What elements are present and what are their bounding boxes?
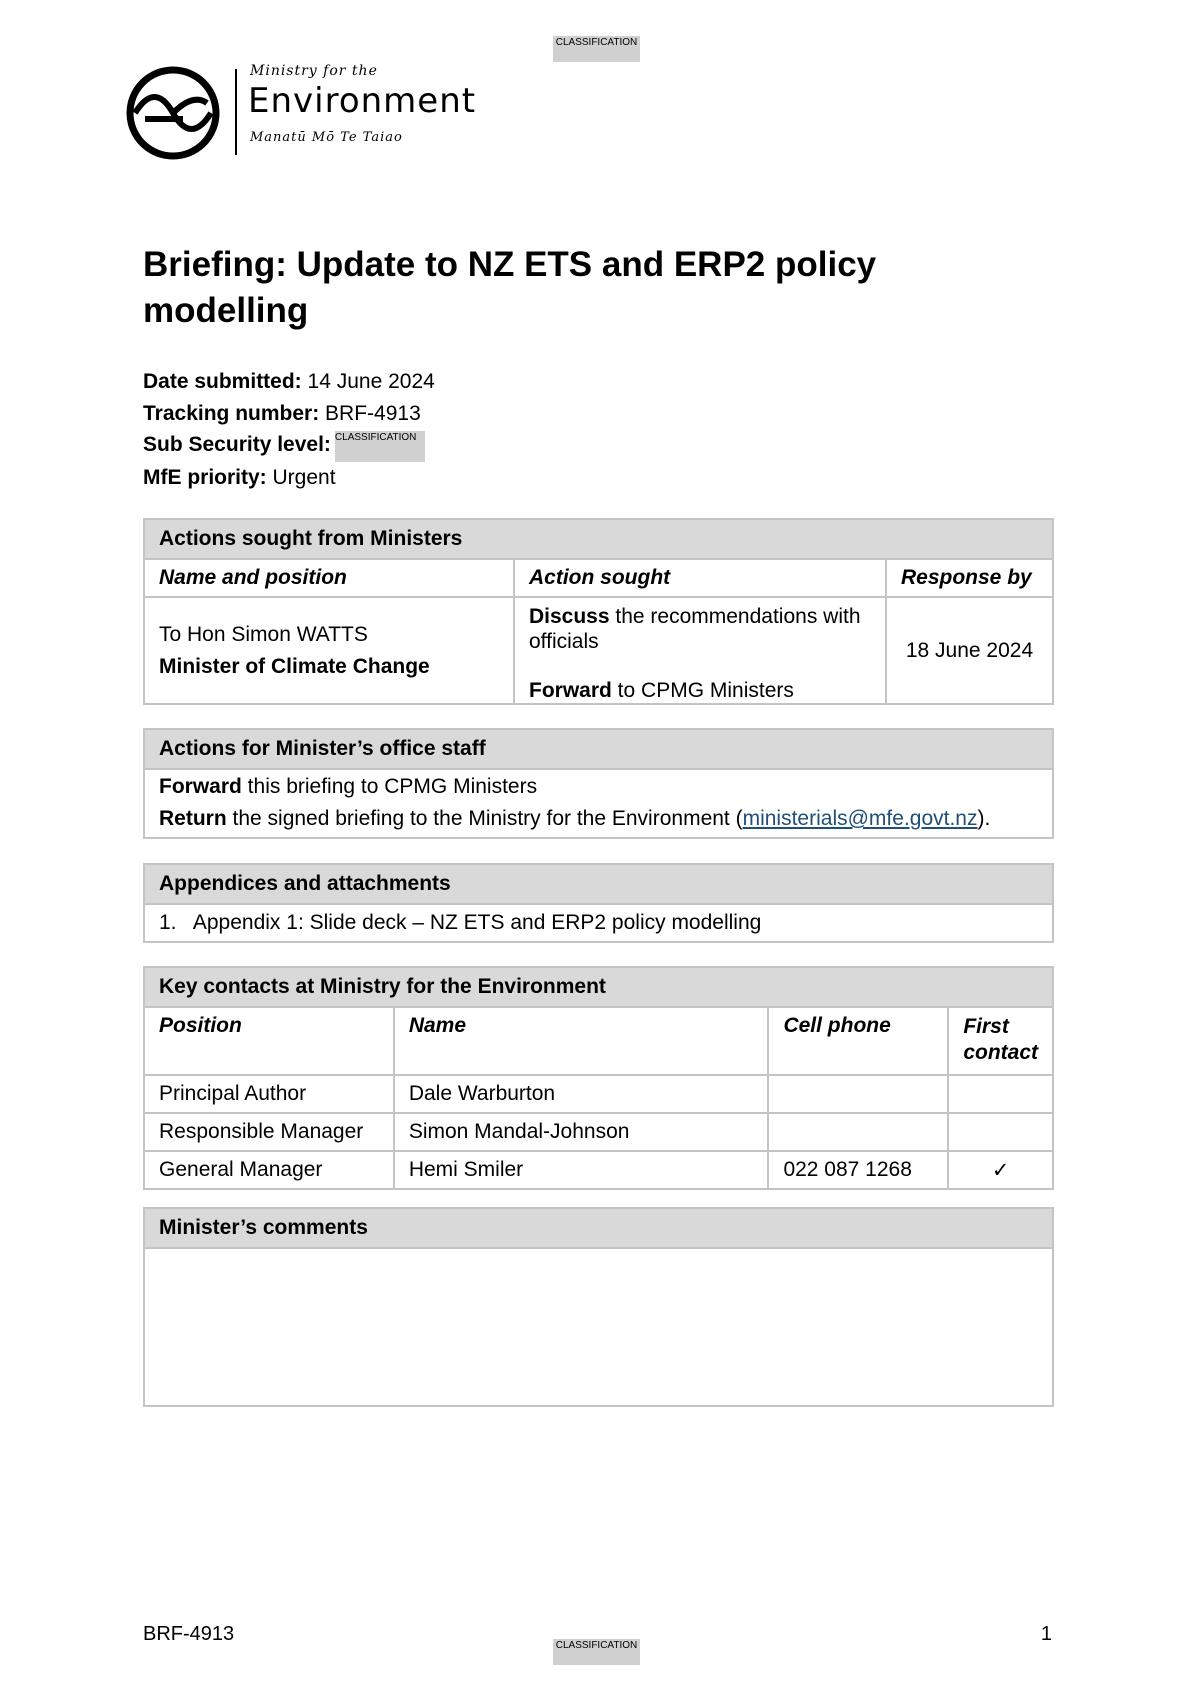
contact-position: Principal Author xyxy=(144,1075,394,1113)
key-contacts-heading: Key contacts at Ministry for the Environment xyxy=(144,967,1053,1007)
logo-line-ministry: Ministry for the xyxy=(250,63,378,79)
office-forward-line xyxy=(159,771,1038,803)
contact-first xyxy=(948,1075,1053,1113)
office-return-bold: Return xyxy=(159,807,227,830)
action-discuss-text: the recommendations with officials xyxy=(529,605,861,653)
meta-security-value: CLASSIFICATION xyxy=(335,431,425,462)
contact-phone xyxy=(768,1075,948,1113)
footer-reference: BRF-4913 xyxy=(143,1623,235,1645)
actions-sought-table xyxy=(143,518,1054,705)
minister-comments-heading: Minister’s comments xyxy=(144,1208,1053,1248)
meta-tracking xyxy=(143,398,435,430)
briefing-metadata xyxy=(143,366,435,494)
contact-phone xyxy=(768,1113,948,1151)
meta-priority-value: Urgent xyxy=(272,466,336,489)
minister-comments-table xyxy=(143,1207,1054,1407)
response-date: 18 June 2024 xyxy=(886,597,1053,704)
logo-line-maori: Manatū Mō Te Taiao xyxy=(250,130,403,145)
table-row xyxy=(144,1113,1053,1151)
meta-security-label: Sub Security level: xyxy=(143,433,331,456)
col-position: Position xyxy=(144,1007,394,1075)
contact-first xyxy=(948,1113,1053,1151)
meta-tracking-label: Tracking number: xyxy=(143,401,320,425)
col-response-by: Response by xyxy=(886,559,1053,597)
col-cell-phone: Cell phone xyxy=(768,1007,948,1075)
office-staff-heading: Actions for Minister’s office staff xyxy=(144,729,1053,769)
appendices-table xyxy=(143,863,1054,943)
col-action-sought: Action sought xyxy=(514,559,886,597)
contact-name: Hemi Smiler xyxy=(394,1151,769,1189)
action-forward xyxy=(529,678,871,703)
contact-first-checkmark: ✓ xyxy=(948,1151,1053,1189)
appendices-heading: Appendices and attachments xyxy=(144,864,1053,904)
logo-divider xyxy=(235,69,237,155)
meta-priority-label: MfE priority: xyxy=(143,466,267,489)
contact-name: Dale Warburton xyxy=(394,1075,769,1113)
meta-date xyxy=(143,366,435,398)
office-return-end: ). xyxy=(977,807,991,830)
ministerials-email-link[interactable]: ministerials@mfe.govt.nz xyxy=(742,807,978,830)
col-name-position: Name and position xyxy=(144,559,514,597)
contact-position: General Manager xyxy=(144,1151,394,1189)
action-cell xyxy=(514,597,886,704)
meta-security xyxy=(143,429,435,462)
meta-tracking-value: BRF-4913 xyxy=(325,401,421,425)
contact-position: Responsible Manager xyxy=(144,1113,394,1151)
office-staff-instructions xyxy=(144,769,1053,838)
ministry-logo xyxy=(125,63,485,163)
meta-date-value: 14 June 2024 xyxy=(307,370,435,393)
contact-phone: 022 087 1268 xyxy=(768,1151,948,1189)
ministry-logo-icon xyxy=(125,63,225,163)
minister-comments-box[interactable] xyxy=(144,1248,1053,1406)
action-forward-text: to CPMG Ministers xyxy=(611,679,794,702)
table-row xyxy=(144,1075,1053,1113)
appendix-item: 1. Appendix 1: Slide deck – NZ ETS and ERP2 policy modelling xyxy=(144,904,1053,942)
recipient-position: Minister of Climate Change xyxy=(159,654,430,678)
office-forward-bold: Forward xyxy=(159,775,242,798)
action-discuss-bold: Discuss xyxy=(529,605,610,628)
action-forward-bold: Forward xyxy=(529,679,612,702)
col-name: Name xyxy=(394,1007,769,1075)
action-discuss xyxy=(529,604,871,654)
footer-page-number: 1 xyxy=(1040,1623,1052,1645)
office-staff-table xyxy=(143,728,1054,839)
office-return-text: the signed briefing to the Ministry for the Environment ( xyxy=(226,807,743,830)
recipient-cell xyxy=(144,597,514,704)
document-title: Briefing: Update to NZ ETS and ERP2 policy modelling xyxy=(143,245,877,330)
classification-top: CLASSIFICATION xyxy=(553,36,640,62)
meta-date-label: Date submitted: xyxy=(143,370,302,393)
meta-priority xyxy=(143,462,435,494)
contact-name: Simon Mandal-Johnson xyxy=(394,1113,769,1151)
actions-sought-heading: Actions sought from Ministers xyxy=(144,519,1053,559)
office-forward-text: this briefing to CPMG Ministers xyxy=(241,775,538,798)
key-contacts-table xyxy=(143,966,1054,1190)
recipient-to: To Hon Simon WATTS xyxy=(159,622,368,646)
table-row xyxy=(144,1151,1053,1189)
classification-bottom: CLASSIFICATION xyxy=(553,1639,640,1665)
logo-line-environment: Environment xyxy=(248,81,477,121)
col-first-contact: First contact xyxy=(948,1007,1053,1075)
office-return-line xyxy=(159,803,1038,835)
